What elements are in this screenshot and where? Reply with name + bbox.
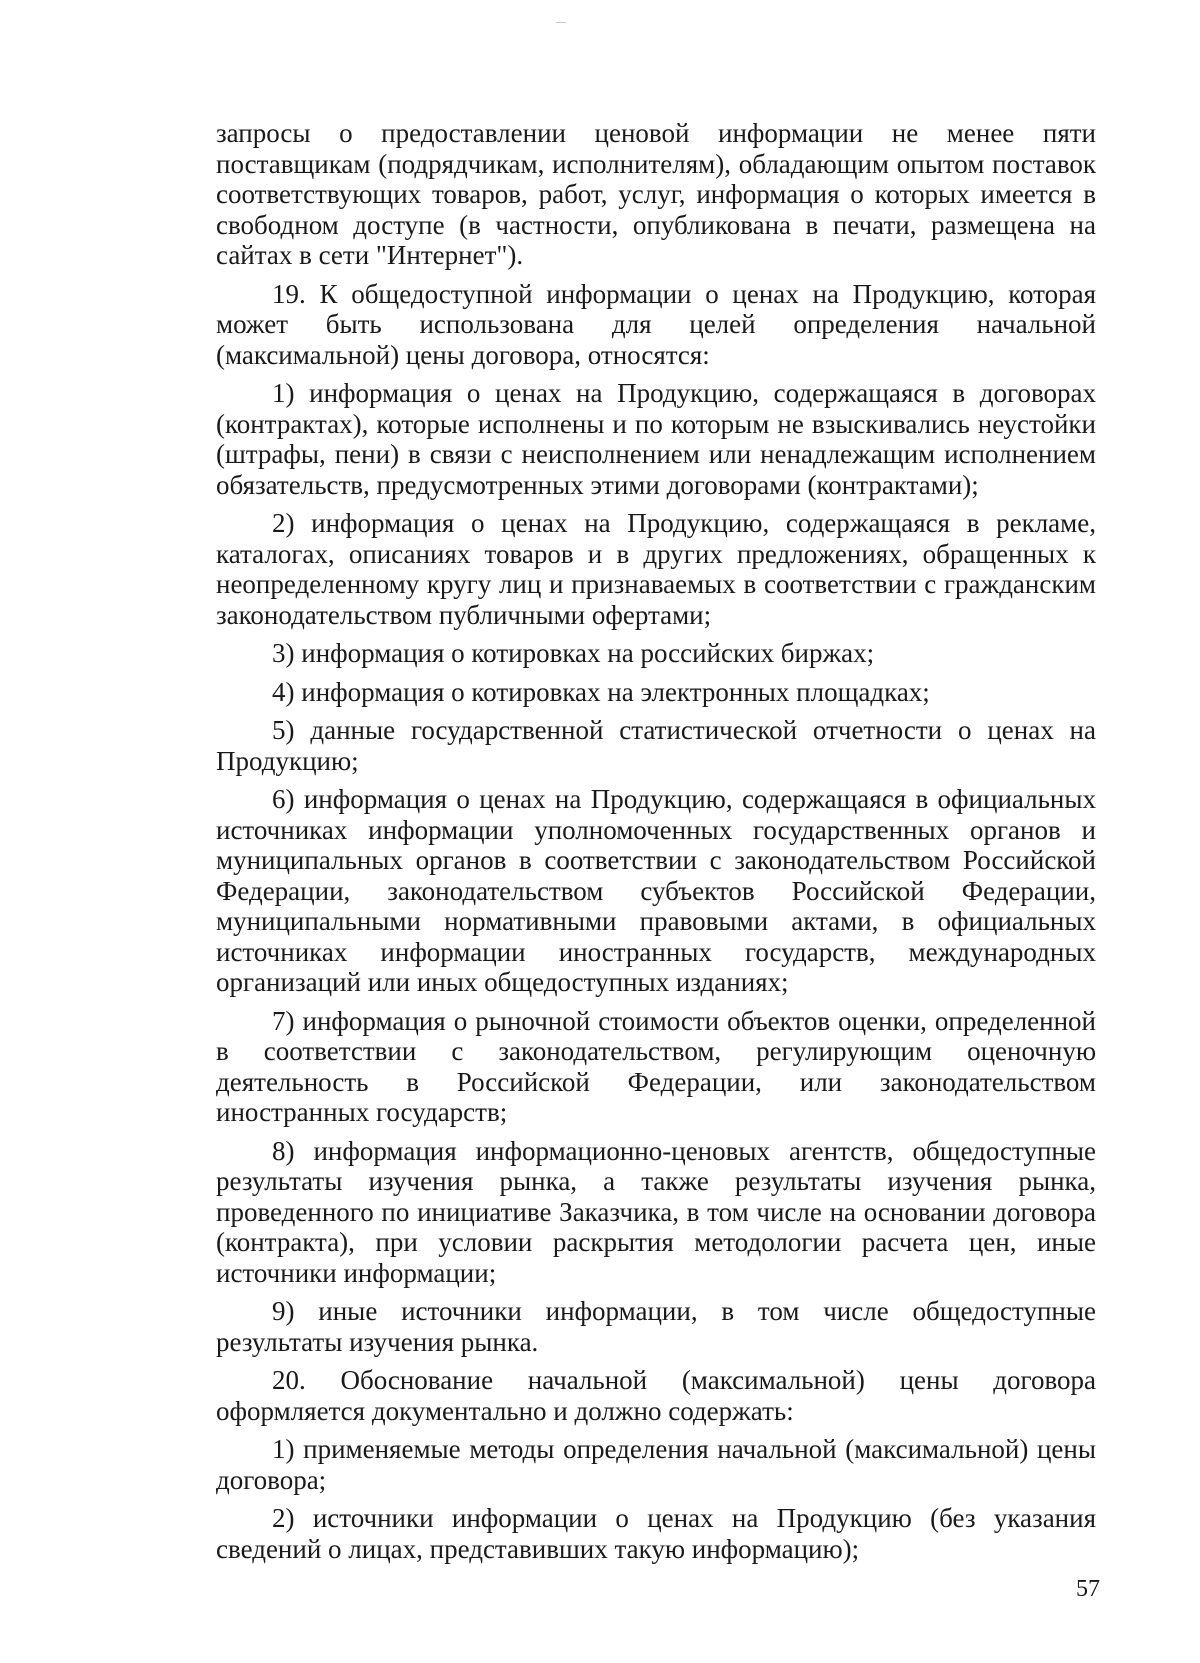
list-item-3: 3) информация о котировках на российских биржах;: [272, 638, 875, 668]
clause-20-item-1: 1) применяемые методы определения начальной (максимальной) цены договора;: [216, 1434, 1096, 1495]
paragraph-clause-20: 20. Обоснование начальной (максимальной) цены договора оформляется документально и должно содержать:: [216, 1365, 1096, 1426]
paragraph-continuation: запросы о предоставлении ценовой информации не менее пяти поставщикам (подрядчикам, исполнителям), обладающим опытом поставок соответствующих товаров, работ, услуг, информация о которых имеется в свободном доступе (в частности, опубликована в печати, размещена на сайтах в сети "Интернет").: [216, 118, 1096, 270]
clause-20-item-2: 2) источники информации о ценах на Продукцию (без указания сведений о лицах, представивших такую информацию);: [216, 1503, 1096, 1564]
list-item-4: 4) информация о котировках на электронных площадках;: [272, 676, 930, 707]
list-item-5: 5) данные государственной статистической отчетности о ценах на Продукцию;: [216, 715, 1096, 776]
list-item-7: 7) информация о рыночной стоимости объектов оценки, определенной в соответствии с законодательством, регулирующим оценочную деятельность в Российской Федерации, или законодательством иностранных государств;: [216, 1005, 1096, 1127]
list-item-6: 6) информация о ценах на Продукцию, содержащаяся в официальных источниках информации уполномоченных государственных органов и муниципальных органов в соответствии с законодательством Российской Федерации, законодательством субъектов Российской Федерации, муниципальными нормативными правовыми актами, в официальных источниках информации иностранных государств, международных организаций или иных общедоступных изданиях;: [216, 784, 1096, 997]
page-number: 57: [1076, 1576, 1100, 1602]
list-item-9: 9) иные источники информации, в том числе общедоступные результаты изучения рынка.: [216, 1296, 1096, 1357]
list-item-2: 2) информация о ценах на Продукцию, содержащаяся в рекламе, каталогах, описаниях товаров и в других предложениях, обращенных к неопределенному кругу лиц и признаваемых в соответствии с гражданским законодательством публичными офертами;: [216, 508, 1096, 630]
list-item-1: 1) информация о ценах на Продукцию, содержащаяся в договорах (контрактах), которые исполнены и по которым не взыскивались неустойки (штрафы, пени) в связи с неисполнением или ненадлежащим исполнением обязательств, предусмотренных этими договорами (контрактами);: [216, 378, 1096, 500]
list-item-8: 8) информация информационно-ценовых агентств, общедоступные результаты изучения рынка, а также результаты изучения рынка, проведенного по инициативе Заказчика, в том числе на основании договора (контракта), при условии раскрытия методологии расчета цен, иные источники информации;: [216, 1135, 1096, 1288]
scan-mark: [556, 22, 566, 23]
paragraph-clause-19: 19. К общедоступной информации о ценах на Продукцию, которая может быть использована для целей определения начальной (максимальной) цены договора, относятся:: [216, 278, 1096, 370]
document-body: [216, 118, 1096, 1572]
